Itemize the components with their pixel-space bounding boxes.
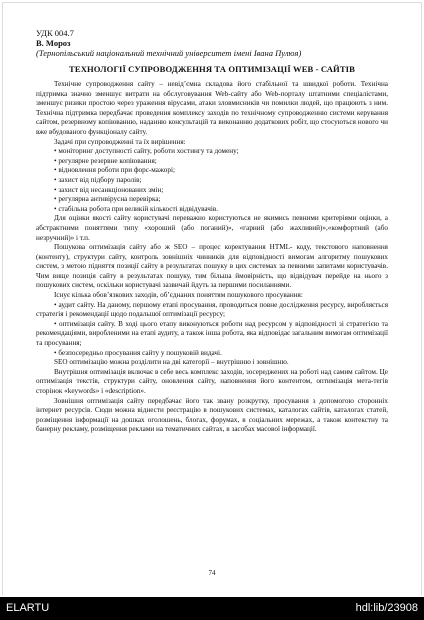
author-affiliation: (Тернопільський національний технічний університет імені Івана Пулюя) <box>36 48 302 58</box>
page-number: 74 <box>208 569 216 577</box>
article-title: ТЕХНОЛОГІЇ СУПРОВОДЖЕННЯ ТА ОПТИМІЗАЦІЇ WEB - САЙТІВ <box>69 64 355 74</box>
paragraph-measures: Існує кілька обов’язкових заходів, об’єднаних поняттям пошукового просування: <box>54 291 303 300</box>
article-content <box>36 28 388 435</box>
list-item: • регулярна антивірусна перевірка; <box>54 195 161 204</box>
paragraph-external: Зовнішня оптимізація сайту передбачає його так звану розкрутку, просування з допомогою сторонніх інтернет ресурсів. Сюди можна віднести реєстрацію в пошукових системах, каталогах сайтів, каталогах статей, розміщення інформації на дошках оголошень, блогах, форумах, в соціальних мережах, а також контекстну та банерну рекламу, розміщення реклами на тематичних сайтах, в засобах масової інформації. <box>36 396 388 434</box>
list-item: • стабільна робота при великій кількості відвідувачів. <box>54 204 219 213</box>
page-border-right <box>421 2 422 595</box>
list-item: • відновлення роботи при форс-мажорі; <box>54 166 175 175</box>
paragraph-internal: Внутрішня оптимізація включає в себе весь комплекс заходів, зосереджених на роботі над самим сайтом. Це оптимізація текстів, структури сайту, оновлення сайту, наповнення його контентом, оптимізація мета-тегів сторінок «keywords» і «description». <box>36 367 388 395</box>
tasks-list <box>36 147 388 214</box>
list-item: • регулярне резервне копіювання; <box>54 156 157 165</box>
page-border-top <box>2 2 422 3</box>
footer-bar <box>0 597 424 620</box>
paragraph-seo-categories: SEO оптимізацію можна розділити на дві категорії – внутрішню і зовнішню. <box>54 358 289 367</box>
paragraph-seo: Пошукова оптимізація сайту або ж SEO – процес коректування HTML- коду, текстового наповнення (контенту), структури сайту, контроль зовнішніх чинників для відповідності вимогам алгоритму пошукових систем, з метою підняття позиції сайту в результатах пошуку в цих системах за певними запитами користувачів. Чим вище позиція сайту в результатах пошуку, тим більша ймовірність, що відвідувач перейде на нього з пошукових систем, оскільки користувачі зазвичай йдуть за першими посиланнями. <box>36 243 388 290</box>
footer-repository-label: ELARTU <box>6 602 50 614</box>
page-border-left <box>2 2 3 595</box>
paragraph-optimization: • оптимізація сайту. В ході цього етапу виконуються роботи над ресурсом у відповідності зі стратегією та рекомендаціями, виробленими на етапі аудиту, а також інша робота, яка відповідає загальним вимогам оптимізації та просування; <box>36 319 388 348</box>
list-item: • моніторинг доступності сайту, роботи хостингу та домену; <box>54 147 239 156</box>
list-item: • захист від підбору паролів; <box>54 175 142 184</box>
udk-code: УДК 004.7 <box>36 28 74 38</box>
list-item: • захист від несанкціонованих змін; <box>54 185 164 194</box>
footer-handle-label: hdl:lib/23908 <box>355 602 418 614</box>
author-name: В. Мороз <box>36 38 71 48</box>
paragraph-tasks-heading: Задачі при супроводженні та їх вирішення: <box>54 137 186 146</box>
paragraph-intro: Технічне супроводження сайту – невід’ємна складова його стабільної та швидкої роботи. Технічна підтримка значно зменшує витрати на обслуговування Web-сайту або Web-порталу штатними спеціалістами, зменшує ризики простою через ураження вірусами, атаки зловмисників чи помилки людей, що працюють з ним. Технічна підтримка передбачає проведення комплексу заходів по технічному супроводженню системи керування сайтом, резервному копіюванню, наданню консультацій та виконанню додаткових робіт, що стосуються нового чи вже вбудованого функціоналу сайту. <box>36 80 388 136</box>
paragraph-quality: Для оцінки якості сайту користувачі переважно користуються не якимись певними критеріями оцінки, а абстрактними поняттями типу «хороший (або поганий)», «гарний (або жахливий)»,«комфортний (або незручний)» і т.п. <box>36 214 388 242</box>
paragraph-promotion: • безпосередньо просування сайту у пошуковій видачі. <box>54 348 222 357</box>
paragraph-audit: • аудит сайту. На даному, першому етапі просування, проводиться повне дослідження ресурсу, виробляється стратегія і рекомендації щодо подальшої оптимізації ресурсу; <box>36 300 388 319</box>
